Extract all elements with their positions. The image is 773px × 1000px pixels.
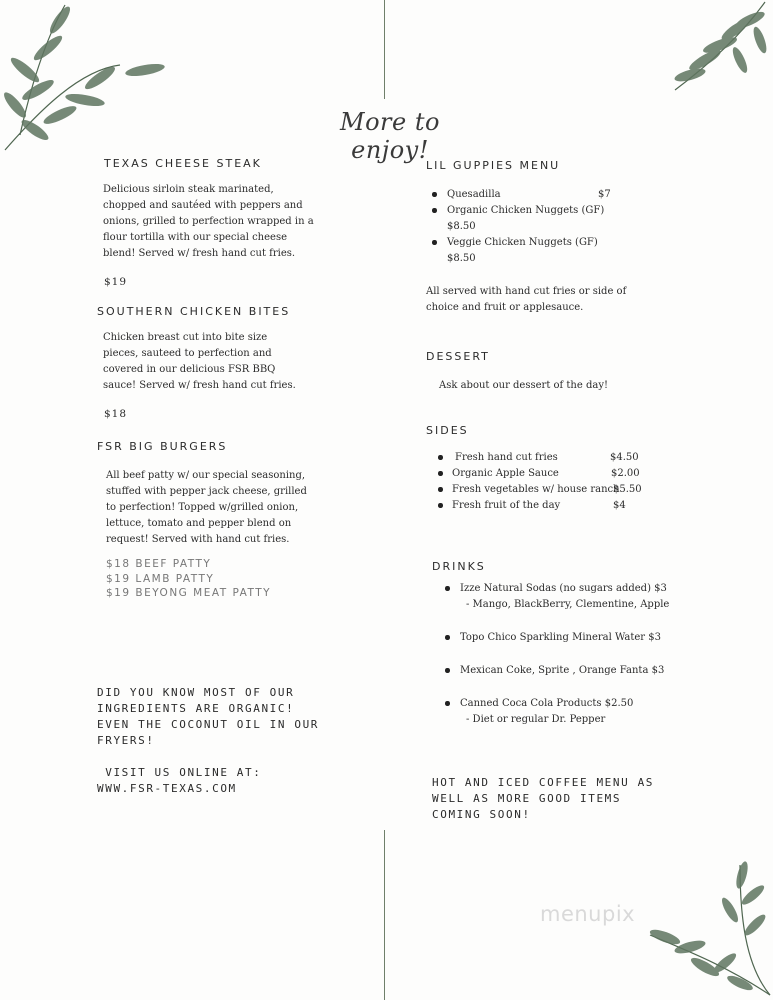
texas-cheese-steak-description: Delicious sirloin steak marinated, chopped and sautéed with peppers and onions, grilled to perfection wrapped in a flour tortilla with our special cheese blend! Served w/ fresh hand cut fries. [103,184,314,259]
website-link[interactable]: WWW.FSR-TEXAS.COM [97,782,237,795]
southern-chicken-bites-description: Chicken breast cut into bite size pieces, sauteed to perfection and covered in our delicious FSR BBQ sauce! Served w/ fresh hand cut fries. [103,332,296,391]
sides-item-name: Organic Apple Sauce [452,468,559,479]
sides-heading: SIDES [426,424,469,437]
bullet-icon [432,208,437,213]
guppies-item-price: $8.50 [447,221,476,232]
lil-guppies-heading: LIL GUPPIES MENU [426,159,561,172]
drinks-item-name: Topo Chico Sparkling Mineral Water $3 [460,632,661,643]
guppies-item-name: Quesadilla [447,189,501,200]
sides-item-name: Fresh hand cut fries [455,452,558,463]
bullet-icon [438,487,443,492]
guppies-item-name: Organic Chicken Nuggets (GF) [447,205,605,216]
visit-online-note: VISIT US ONLINE AT: WWW.FSR-TEXAS.COM [97,766,262,795]
bullet-icon [438,471,443,476]
leaf-branch-top-right [665,0,773,100]
sides-item-price: $5.50 [613,484,642,495]
bullet-icon [432,192,437,197]
bullet-icon [438,455,443,460]
drinks-item-sub: - Diet or regular Dr. Pepper [466,714,606,725]
drinks-item-sub: - Mango, BlackBerry, Clementine, Apple [466,599,670,610]
leaf-branch-top-left [0,0,175,160]
sides-item-price: $4 [613,500,626,511]
guppies-item-name: Veggie Chicken Nuggets (GF) [447,237,598,248]
guppies-item-price: $8.50 [447,253,476,264]
southern-chicken-bites-heading: SOUTHERN CHICKEN BITES [97,305,291,318]
page-title: More to enjoy! [340,108,440,164]
drinks-item-name: Mexican Coke, Sprite , Orange Fanta $3 [460,665,665,676]
dessert-text: Ask about our dessert of the day! [439,380,608,391]
sides-item-price: $2.00 [611,468,640,479]
coming-soon-note: HOT AND ICED COFFEE MENU AS WELL AS MORE GOOD ITEMS COMING SOON! [432,776,655,821]
guppies-item-price: $7 [598,189,611,200]
watermark: menupix [540,902,636,926]
leaf-branch-bottom-right [645,855,773,1000]
southern-chicken-bites-price: $18 [104,408,128,420]
bullet-icon [445,701,450,706]
bullet-icon [438,503,443,508]
dessert-heading: DESSERT [426,350,490,363]
did-you-know-note: DID YOU KNOW MOST OF OUR INGREDIENTS ARE ORGANIC! EVEN THE COCONUT OIL IN OUR FRYERS! [97,686,320,747]
divider-top [384,0,385,99]
fsr-big-burgers-heading: FSR BIG BURGERS [97,440,228,453]
texas-cheese-steak-heading: TEXAS CHEESE STEAK [104,157,262,170]
guppies-note: All served with hand cut fries or side of choice and fruit or applesauce. [426,286,627,313]
bullet-icon [432,240,437,245]
burger-patty-prices: $18 BEEF PATTY $19 LAMB PATTY $19 BEYONG MEAT PATTY [106,558,272,599]
sides-item-name: Fresh fruit of the day [452,500,561,511]
fsr-big-burgers-description: All beef patty w/ our special seasoning, stuffed with pepper jack cheese, grilled to perfection! Topped w/grilled onion, lettuce, tomato and pepper blend on request! Served with hand cut fries. [106,470,307,545]
bullet-icon [445,635,450,640]
divider-bottom [384,830,385,1000]
sides-item-price: $4.50 [610,452,639,463]
drinks-item-name: Canned Coca Cola Products $2.50 [460,698,634,709]
bullet-icon [445,668,450,673]
texas-cheese-steak-price: $19 [104,276,128,288]
bullet-icon [445,586,450,591]
drinks-item-name: Izze Natural Sodas (no sugars added) $3 [460,583,667,594]
drinks-heading: DRINKS [432,560,486,573]
sides-item-name: Fresh vegetables w/ house ranch [452,484,620,495]
